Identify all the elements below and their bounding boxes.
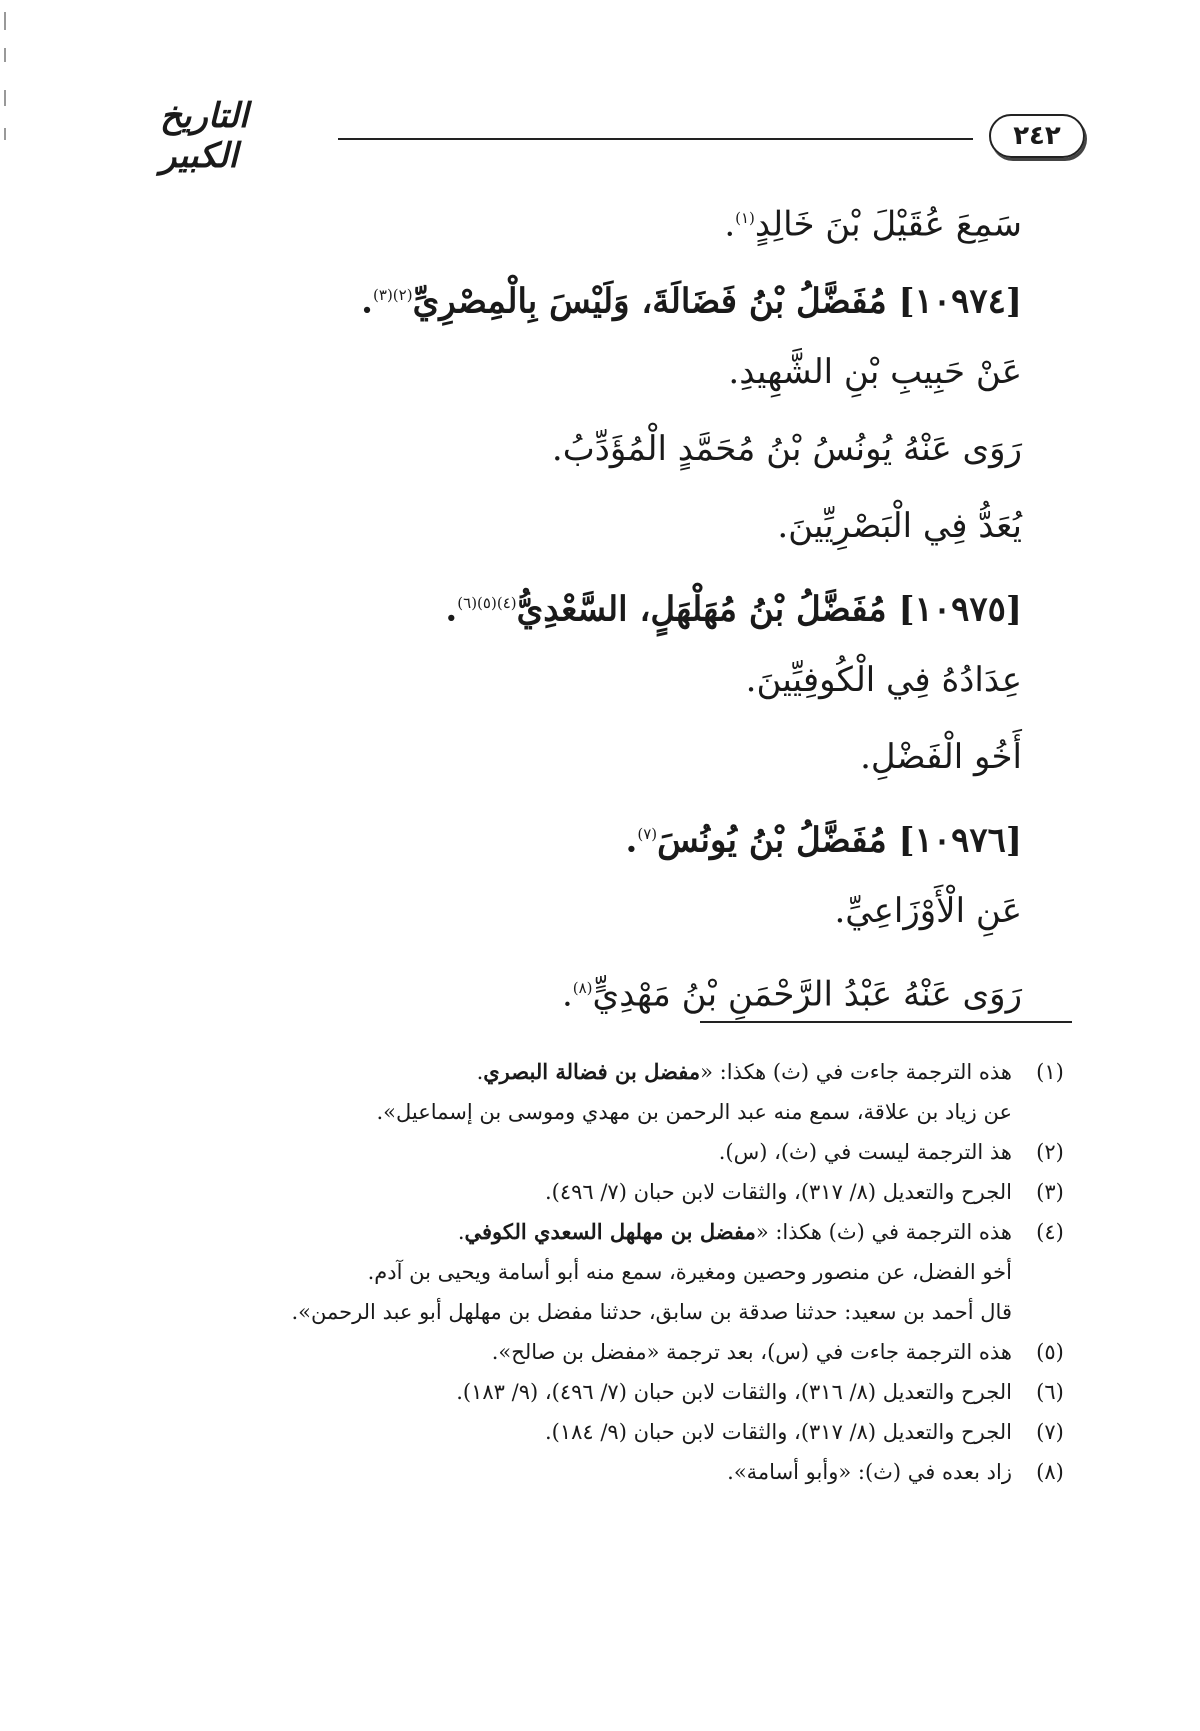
footnote-text: الجرح والتعديل (٨/ ٣١٧)، والثقات لابن حبان (٧/ ٤٩٦). (544, 1180, 1012, 1204)
footnote-text-end: . (457, 1220, 465, 1244)
footnotes (170, 1052, 1070, 1492)
footnote-bold-name: مفضل بن فضالة البصري (483, 1059, 701, 1084)
footnote-2 (170, 1132, 1070, 1172)
main-text (200, 180, 1022, 1027)
line-text: عَنِ الْأَوْزَاعِيِّ. (834, 891, 1022, 931)
footnote-ref: (٤)(٥)(٦) (457, 594, 517, 612)
footnote-ref: (٢)(٣) (373, 286, 413, 304)
text-line (200, 411, 1022, 488)
footnote-number: (١) (1036, 1060, 1064, 1084)
footnote-bold-name: مفضل بن مهلهل السعدي الكوفي (464, 1219, 756, 1244)
footnote-8 (170, 1452, 1070, 1492)
text-line (200, 719, 1022, 796)
page-header (160, 96, 1085, 176)
footnote-continuation: أخو الفضل، عن منصور وحصين ومغيرة، سمع منه أبو أسامة ويحيى بن آدم. (367, 1260, 1012, 1284)
text-line (200, 334, 1022, 411)
line-end: . (445, 589, 458, 630)
footnote-continuation: قال أحمد بن سعيد: حدثنا صدقة بن سابق، حدثنا مفضل بن مهلهل أبو عبد الرحمن». (291, 1300, 1012, 1324)
entry-heading (200, 257, 1022, 334)
footnote-text-part: هذه الترجمة في (ث) هكذا: « (755, 1220, 1012, 1244)
footnote-4 (170, 1212, 1070, 1252)
text-line (200, 873, 1022, 950)
line-end: . (724, 204, 736, 245)
footnote-text: زاد بعده في (ث): «وأبو أسامة». (727, 1460, 1012, 1484)
footnote-text (477, 1052, 1012, 1092)
footnote-ref: (٧) (637, 825, 658, 843)
scan-mark (4, 128, 6, 140)
line-text: رَوَى عَنْهُ يُونُسُ بْنُ مُحَمَّدٍ الْمُؤَدِّبُ. (551, 429, 1022, 469)
line-text: عِدَادُهُ فِي الْكُوفِيِّينَ. (745, 660, 1022, 700)
line-text: أَخُو الْفَضْلِ. (860, 737, 1022, 777)
footnote-text: الجرح والتعديل (٨/ ٣١٦)، والثقات لابن حبان (٧/ ٤٩٦)، (٩/ ١٨٣). (456, 1380, 1012, 1404)
footnote-text-end: . (476, 1060, 484, 1084)
footnote-number: (٢) (1036, 1140, 1064, 1164)
footnote-3 (170, 1172, 1070, 1212)
line-text: رَوَى عَنْهُ عَبْدُ الرَّحْمَنِ بْنُ مَهْدِيٍّ (592, 974, 1022, 1015)
line-end: . (361, 281, 374, 322)
footnote-number: (٣) (1036, 1180, 1064, 1204)
text-line (200, 642, 1022, 719)
entry-number: [١٠٩٧٦] (898, 820, 1022, 861)
footnote-number: (٧) (1036, 1420, 1064, 1444)
book-title: التاريخ الكبير (160, 96, 249, 176)
entry-name: مُفَضَّلُ بْنُ مُهَلْهَلٍ، السَّعْدِيُّ (516, 589, 887, 630)
line-text: يُعَدُّ فِي الْبَصْرِيِّينَ. (777, 506, 1022, 546)
line-end: . (625, 820, 638, 861)
footnote-text: الجرح والتعديل (٨/ ٣١٧)، والثقات لابن حبان (٩/ ١٨٤). (544, 1420, 1012, 1444)
footnote-text: هذ الترجمة ليست في (ث)، (س). (718, 1140, 1012, 1164)
footnote-number: (٨) (1036, 1460, 1064, 1484)
line-end: . (561, 974, 573, 1015)
footnote-5 (170, 1332, 1070, 1372)
entry-number: [١٠٩٧٥] (898, 589, 1022, 630)
header-rule (338, 138, 973, 140)
text-line (200, 488, 1022, 565)
footnote-text: هذه الترجمة جاءت في (س)، بعد ترجمة «مفضل بن صالح». (491, 1340, 1012, 1364)
footnote-ref: (٨) (572, 979, 593, 997)
footnote-continuation: عن زياد بن علاقة، سمع منه عبد الرحمن بن مهدي وموسى بن إسماعيل». (376, 1100, 1012, 1124)
line-text: عَنْ حَبِيبِ بْنِ الشَّهِيدِ. (728, 352, 1022, 392)
scan-mark (4, 90, 6, 106)
entry-name: مُفَضَّلُ بْنُ يُونُسَ (657, 820, 887, 861)
scan-mark (4, 48, 6, 62)
footnote-7 (170, 1412, 1070, 1452)
text-line (200, 180, 1022, 257)
text-line (200, 950, 1022, 1027)
footnote-separator (700, 1021, 1072, 1023)
footnote-1 (170, 1052, 1070, 1092)
page-number: ٢٤٢ (989, 114, 1085, 158)
footnote-number: (٥) (1036, 1340, 1064, 1364)
footnote-number: (٦) (1036, 1380, 1064, 1404)
entry-name: مُفَضَّلُ بْنُ فَضَالَةَ، وَلَيْسَ بِالْمِصْرِيِّ (412, 281, 887, 322)
scan-mark (4, 12, 6, 30)
footnote-text-part: هذه الترجمة جاءت في (ث) هكذا: « (700, 1060, 1012, 1084)
footnote-ref: (١) (735, 209, 755, 227)
footnote-text (458, 1212, 1012, 1252)
footnote-number: (٤) (1036, 1220, 1064, 1244)
entry-heading (200, 565, 1022, 642)
entry-heading (200, 796, 1022, 873)
line-text: سَمِعَ عُقَيْلَ بْنَ خَالِدٍ (754, 204, 1022, 245)
footnote-6 (170, 1372, 1070, 1412)
entry-number: [١٠٩٧٤] (898, 281, 1022, 322)
